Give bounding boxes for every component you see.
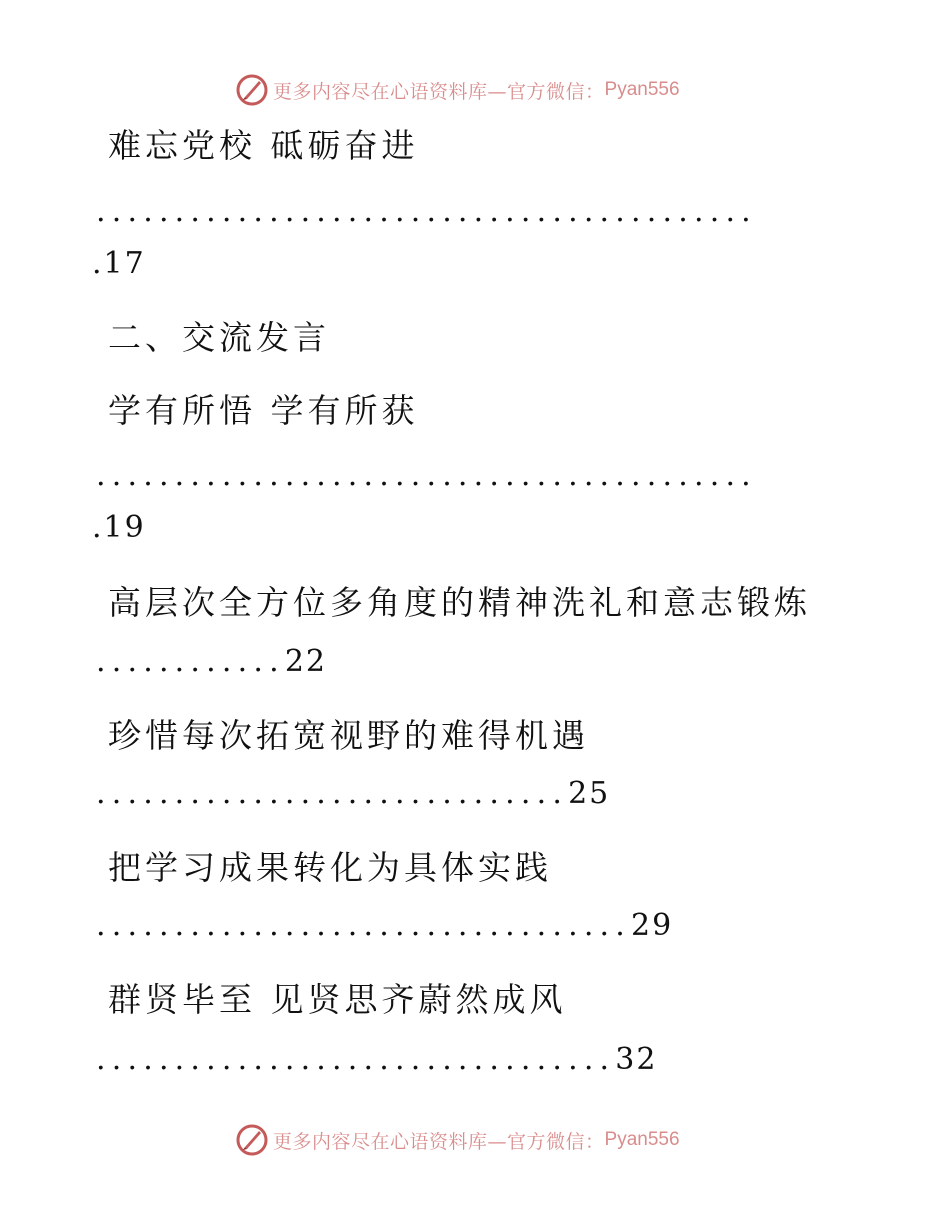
toc-entry-leader (96, 1040, 657, 1080)
toc-entry-title: 群贤毕至 见贤思齐蔚然成风 (108, 980, 567, 1019)
toc-page-number: .17 (92, 246, 146, 281)
quill-logo-icon (235, 1123, 269, 1157)
toc-page-number: 29 (631, 908, 674, 943)
watermark-wechat-id: Pyan556 (604, 1129, 680, 1150)
toc-entry-leader (96, 192, 757, 232)
header-watermark (235, 72, 680, 108)
toc-entry-leader (96, 642, 327, 682)
toc-page-number: .19 (92, 510, 146, 545)
watermark-wechat-id: Pyan556 (604, 79, 680, 100)
quill-logo-icon (235, 73, 269, 107)
toc-entry-title: 学有所悟 学有所获 (108, 391, 419, 430)
toc-dot-leader: .......................................... (96, 194, 757, 229)
toc-section-heading: 二、交流发言 (108, 318, 330, 357)
toc-entry-leader (96, 906, 673, 946)
toc-entry-title: 把学习成果转化为具体实践 (108, 848, 552, 887)
toc-entry-title: 珍惜每次拓宽视野的难得机遇 (108, 716, 589, 755)
toc-dot-leader: .............................. (96, 776, 569, 811)
toc-page-number: 22 (284, 644, 328, 679)
toc-entry-title: 难忘党校 砥砺奋进 (108, 126, 419, 165)
toc-dot-leader: .................................. (96, 908, 632, 943)
toc-dot-leader: ............ (96, 644, 285, 679)
watermark-text: 更多内容尽在心语资料库—官方微信： (273, 80, 605, 103)
toc-page-number: 32 (615, 1042, 658, 1077)
footer-watermark (235, 1122, 680, 1158)
toc-entry-title: 高层次全方位多角度的精神洗礼和意志锻炼 (108, 583, 811, 622)
toc-entry-leader (96, 456, 757, 496)
toc-dot-leader: ................................. (96, 1042, 616, 1077)
toc-dot-leader: .......................................... (96, 458, 757, 493)
toc-entry-leader (96, 774, 610, 814)
toc-page-number: 25 (568, 776, 611, 811)
watermark-text: 更多内容尽在心语资料库—官方微信： (273, 1130, 605, 1153)
